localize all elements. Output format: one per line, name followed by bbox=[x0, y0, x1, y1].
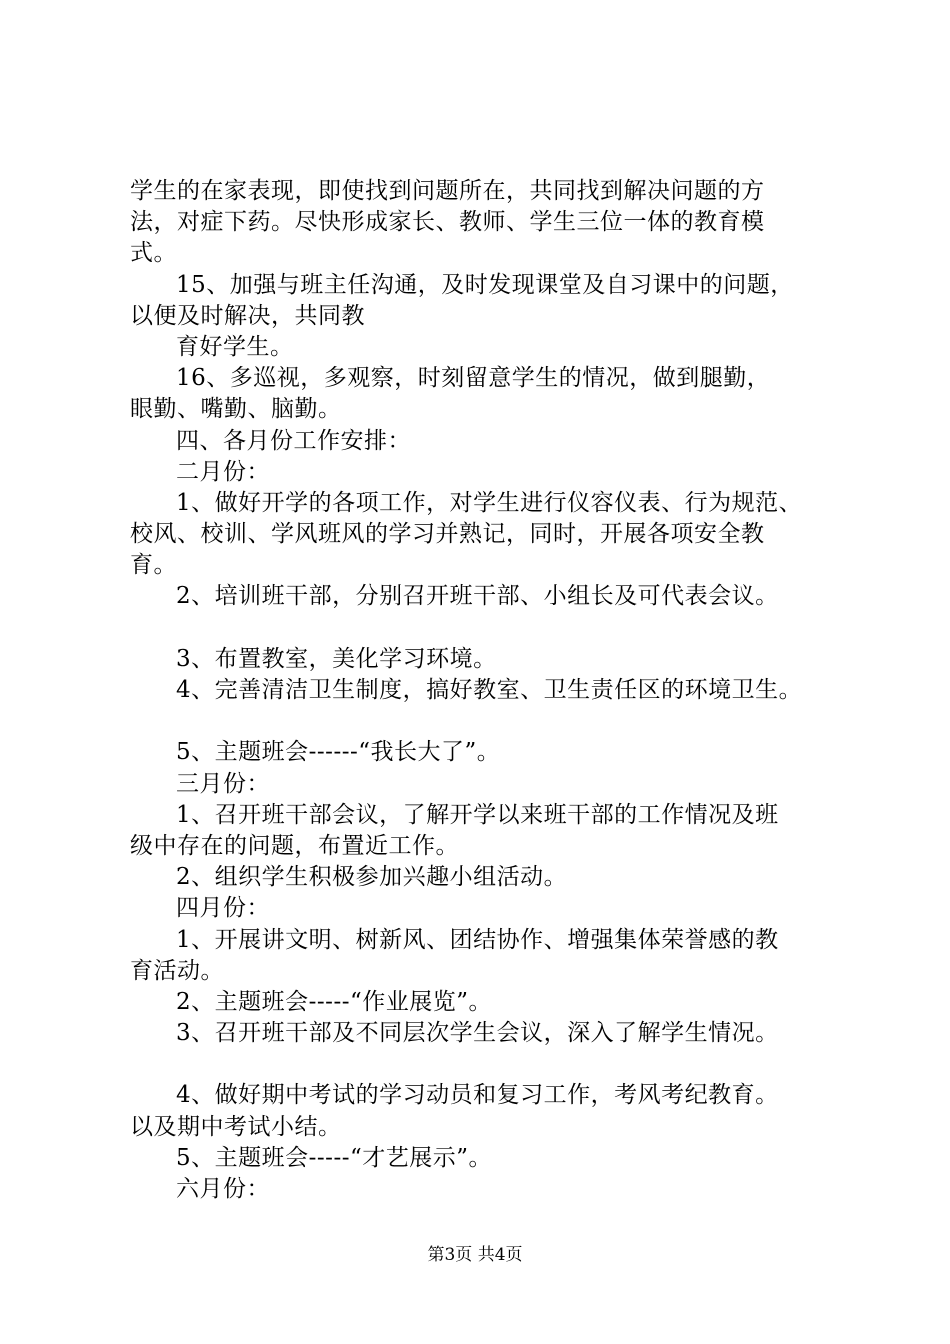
text-line: 3、召开班干部及不同层次学生会议，深入了解学生情况。 bbox=[176, 1020, 779, 1047]
text-line: 1、做好开学的各项工作，对学生进行仪容仪表、行为规范、 bbox=[176, 489, 803, 516]
text-line: 1、召开班干部会议，了解开学以来班干部的工作情况及班 bbox=[176, 801, 779, 828]
text-line: 4、做好期中考试的学习动员和复习工作，考风考纪教育。 bbox=[176, 1082, 779, 1109]
text-line: 学生的在家表现，即使找到问题所在，共同找到解决问题的方 bbox=[130, 178, 765, 204]
text-line: 以便及时解决，共同教 bbox=[130, 302, 365, 329]
text-line: 3、布置教室，美化学习环境。 bbox=[176, 645, 497, 672]
text-line: 法，对症下药。尽快形成家长、教师、学生三位一体的教育模 bbox=[130, 209, 765, 236]
month-heading: 二月份： bbox=[176, 458, 270, 485]
text-line: 2、培训班干部，分别召开班干部、小组长及可代表会议。 bbox=[176, 583, 779, 610]
text-line: 育活动。 bbox=[130, 957, 224, 984]
text-line: 校风、校训、学风班风的学习并熟记，同时，开展各项安全教 bbox=[130, 521, 765, 548]
text-line: 16、多巡视，多观察，时刻留意学生的情况，做到腿勤， bbox=[176, 365, 771, 392]
page-footer: 第3页 共4页 bbox=[427, 1245, 523, 1265]
text-line: 式。 bbox=[130, 240, 177, 267]
text-line: 2、主题班会-----“作业展览”。 bbox=[176, 988, 493, 1015]
document-body bbox=[130, 176, 850, 1205]
section-heading: 四、各月份工作安排： bbox=[176, 427, 411, 454]
text-line: 15、加强与班主任沟通，及时发现课堂及自习课中的问题， bbox=[176, 271, 794, 298]
text-line: 5、主题班会-----“才艺展示”。 bbox=[176, 1144, 493, 1171]
text-line: 育好学生。 bbox=[176, 333, 294, 360]
text-line: 以及期中考试小结。 bbox=[130, 1113, 342, 1140]
text-line: 育。 bbox=[130, 552, 177, 579]
text-line: 2、组织学生积极参加兴趣小组活动。 bbox=[176, 864, 568, 891]
blank-line bbox=[130, 706, 850, 737]
month-heading: 四月份： bbox=[176, 895, 270, 922]
month-heading: 三月份： bbox=[176, 770, 270, 797]
blank-line bbox=[130, 613, 850, 644]
month-heading: 六月份： bbox=[176, 1176, 270, 1202]
text-line: 4、完善清洁卫生制度，搞好教室、卫生责任区的环境卫生。 bbox=[176, 677, 803, 703]
text-line: 级中存在的问题，布置近工作。 bbox=[130, 832, 459, 859]
text-line: 5、主题班会------“我长大了”。 bbox=[176, 739, 501, 766]
text-line: 眼勤、嘴勤、脑勤。 bbox=[130, 396, 342, 423]
text-line: 1、开展讲文明、树新风、团结协作、增强集体荣誉感的教 bbox=[176, 926, 779, 953]
blank-line bbox=[130, 1049, 850, 1080]
